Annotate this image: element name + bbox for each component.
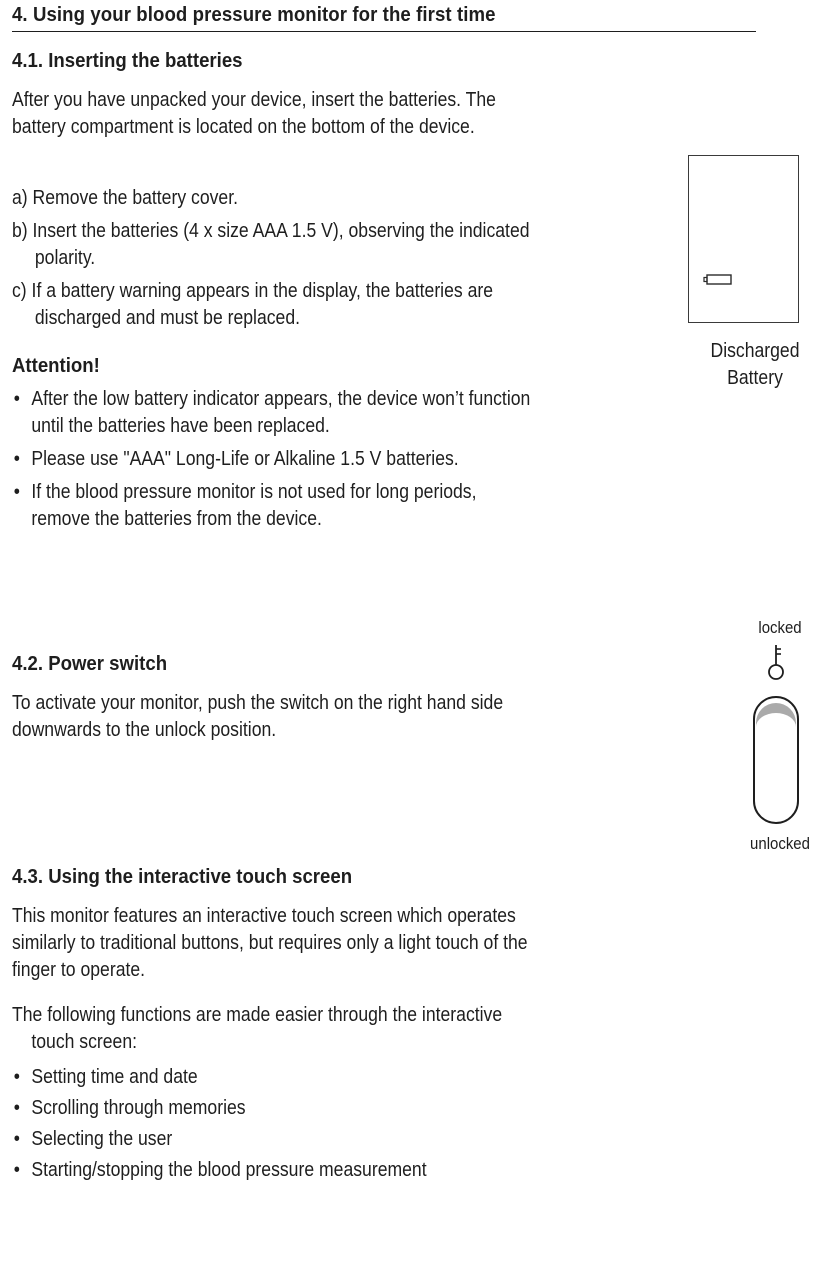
attention-list xyxy=(12,386,540,533)
power-switch-text: To activate your monitor, push the switch on the right hand side downwards to the unlock position. xyxy=(12,692,504,741)
key-icon xyxy=(769,645,783,679)
empty-battery-icon xyxy=(703,273,733,287)
batteries-intro-text: After you have unpacked your device, insert the batteries. The battery compartment is located on the bottom of the device. xyxy=(12,89,496,138)
step-item: a) Remove the battery cover. xyxy=(12,187,238,209)
function-item: • Selecting the user xyxy=(12,1126,540,1153)
label-locked: locked xyxy=(758,618,802,637)
attention-item: • If the blood pressure monitor is not used for long periods, remove the batteries from the device. xyxy=(12,479,540,533)
touch-screen-functions-intro: The following functions are made easier through the interactive touch screen: xyxy=(12,1004,503,1053)
attention-notes xyxy=(12,386,540,533)
subsection-heading-batteries: 4.1. Inserting the batteries xyxy=(12,50,243,72)
switch-slot xyxy=(754,697,798,823)
batteries-steps xyxy=(12,185,540,332)
figure-caption: Discharged Battery xyxy=(710,340,800,389)
display-illustration xyxy=(688,155,799,323)
subsection-heading-touch-screen: 4.3. Using the interactive touch screen xyxy=(12,866,353,888)
function-item: • Scrolling through memories xyxy=(12,1095,540,1122)
subsection-heading-power-switch: 4.2. Power switch xyxy=(12,653,168,675)
batteries-intro xyxy=(12,87,540,141)
attention-item: • Please use "AAA" Long-Life or Alkaline 1.5 V batteries. xyxy=(12,446,540,473)
function-item: • Starting/stopping the blood pressure measurement xyxy=(12,1157,540,1184)
step-item: b) Insert the batteries (4 x size AAA 1.5 V), observing the indicated polarity. xyxy=(12,220,530,269)
attention-item: • After the low battery indicator appears, the device won’t function until the batteries have been replaced. xyxy=(12,386,540,440)
power-switch-icon xyxy=(740,645,810,825)
functions-list xyxy=(12,1064,540,1184)
label-unlocked: unlocked xyxy=(750,834,810,853)
touch-screen-intro: This monitor features an interactive touch screen which operates similarly to traditional buttons, but requires only a light touch of the finger to operate. xyxy=(12,905,528,981)
attention-heading: Attention! xyxy=(12,355,100,377)
step-item: c) If a battery warning appears in the display, the batteries are discharged and must be replaced. xyxy=(12,280,494,329)
touch-screen-functions-block xyxy=(12,1002,540,1184)
touch-screen-intro-block xyxy=(12,903,540,984)
power-switch-text-block xyxy=(12,690,540,744)
section-heading: 4. Using your blood pressure monitor for the first time xyxy=(12,4,756,32)
function-item: • Setting time and date xyxy=(12,1064,540,1091)
steps-list xyxy=(12,185,540,332)
